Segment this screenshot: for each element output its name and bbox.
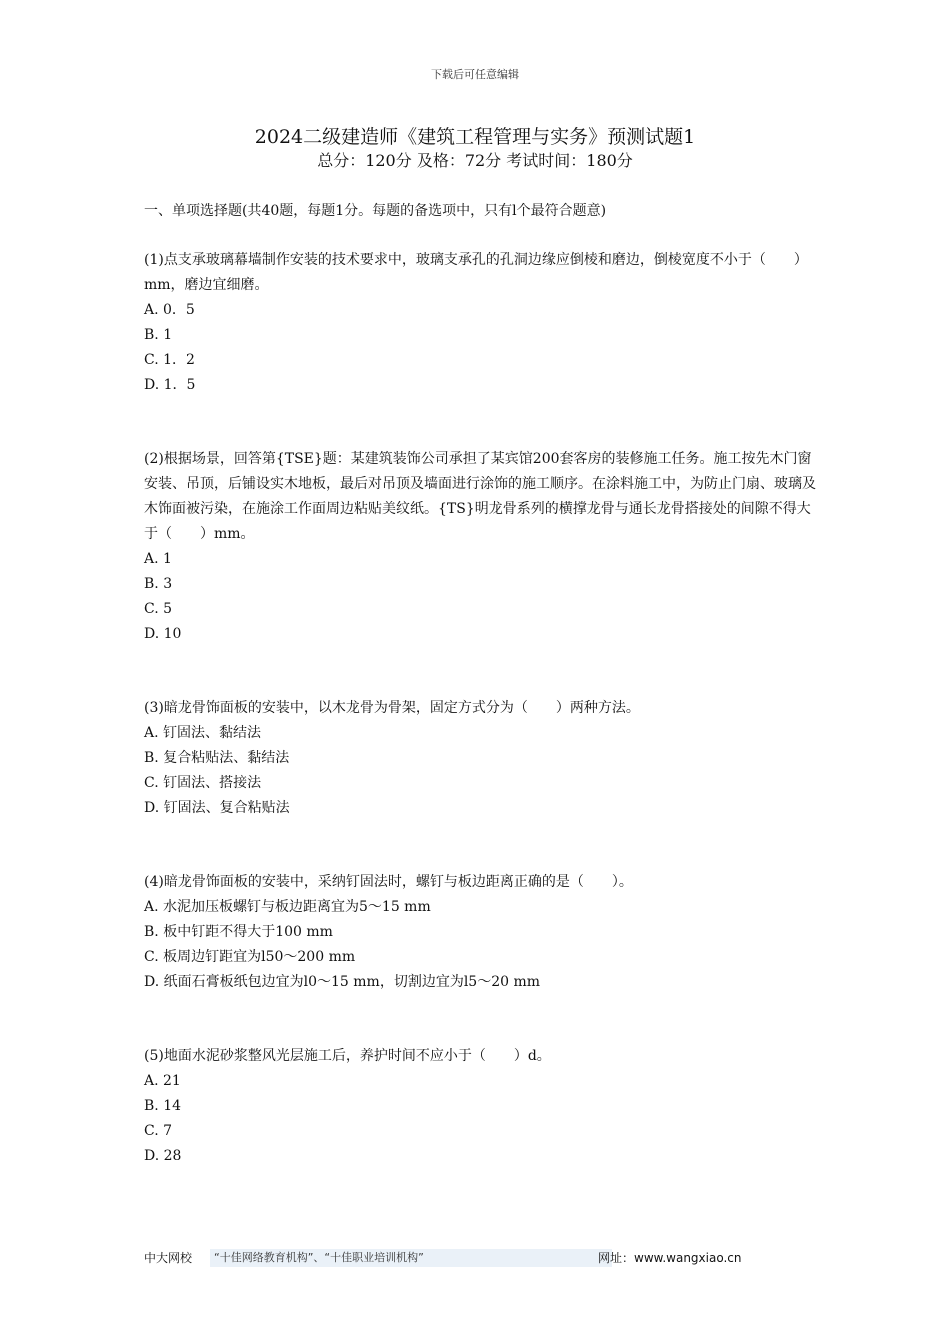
footer-slogan: “十佳网络教育机构”、“十佳职业培训机构” <box>210 1249 612 1267</box>
option-a: A. 1 <box>144 551 172 567</box>
option-d: D. 10 <box>144 626 182 642</box>
question-stem: (5)地面水泥砂浆整风光层施工后，养护时间不应小于（ ）d。 <box>144 1048 551 1064</box>
download-note: 下载后可任意编辑 <box>431 68 519 81</box>
question-stem: (4)暗龙骨饰面板的安装中，采纳钉固法时，螺钉与板边距离正确的是（ ）。 <box>144 874 633 890</box>
option-a: A. 水泥加压板螺钉与板边距离宜为5～15 mm <box>144 899 431 915</box>
option-c: C. 1．2 <box>144 352 195 368</box>
question-stem: (3)暗龙骨饰面板的安装中，以木龙骨为骨架，固定方式分为（ ）两种方法。 <box>144 700 640 716</box>
option-c: C. 5 <box>144 601 173 617</box>
page-footer <box>144 1249 744 1267</box>
footer-website: 网址：www.wangxiao.cn <box>598 1251 742 1265</box>
option-c: C. 7 <box>144 1123 173 1139</box>
option-d: D. 1．5 <box>144 377 196 393</box>
exam-title: 2024二级建造师《建筑工程管理与实务》预测试题1 <box>254 126 696 148</box>
option-b: B. 板中钉距不得大于100 mm <box>144 924 333 940</box>
exam-subtitle: 总分：120分 及格：72分 考试时间：180分 <box>317 151 633 170</box>
question-5 <box>144 1044 824 1169</box>
question-1 <box>144 248 824 398</box>
option-c: C. 钉固法、搭接法 <box>144 775 262 791</box>
option-a: A. 0．5 <box>144 302 195 318</box>
question-stem: (1)点支承玻璃幕墙制作安装的技术要求中，玻璃支承孔的孔洞边缘应倒棱和磨边，倒棱宽度不小于（ ）mm，磨边宜细磨。 <box>144 252 808 293</box>
question-stem: (2)根据场景，回答第{TSE}题：某建筑装饰公司承担了某宾馆200套客房的装修施工任务。施工按先木门窗安装、吊顶，后铺设实木地板，最后对吊顶及墙面进行涂饰的施工顺序。在涂料施工中，为防止门扇、玻璃及木饰面被污染，在施涂工作面周边粘贴美纹纸。{TS}明龙骨系列的横撑龙骨与通长龙骨搭接处的间隙不得大于（ ）mm。 <box>144 451 816 542</box>
option-b: B. 1 <box>144 327 173 343</box>
option-b: B. 3 <box>144 576 173 592</box>
option-d: D. 钉固法、复合粘贴法 <box>144 800 290 816</box>
option-b: B. 复合粘贴法、黏结法 <box>144 750 290 766</box>
footer-org: 中大网校 <box>144 1251 193 1265</box>
option-c: C. 板周边钉距宜为l50～200 mm <box>144 949 356 965</box>
question-2 <box>144 447 824 647</box>
question-3 <box>144 696 824 821</box>
option-b: B. 14 <box>144 1098 182 1114</box>
option-a: A. 21 <box>144 1073 181 1089</box>
section-heading: 一、单项选择题(共40题，每题1分。每题的备选项中，只有l个最符合题意) <box>144 203 607 219</box>
option-d: D. 28 <box>144 1148 182 1164</box>
option-d: D. 纸面石膏板纸包边宜为l0～15 mm，切割边宜为l5～20 mm <box>144 974 541 990</box>
question-4 <box>144 870 824 995</box>
option-a: A. 钉固法、黏结法 <box>144 725 262 741</box>
